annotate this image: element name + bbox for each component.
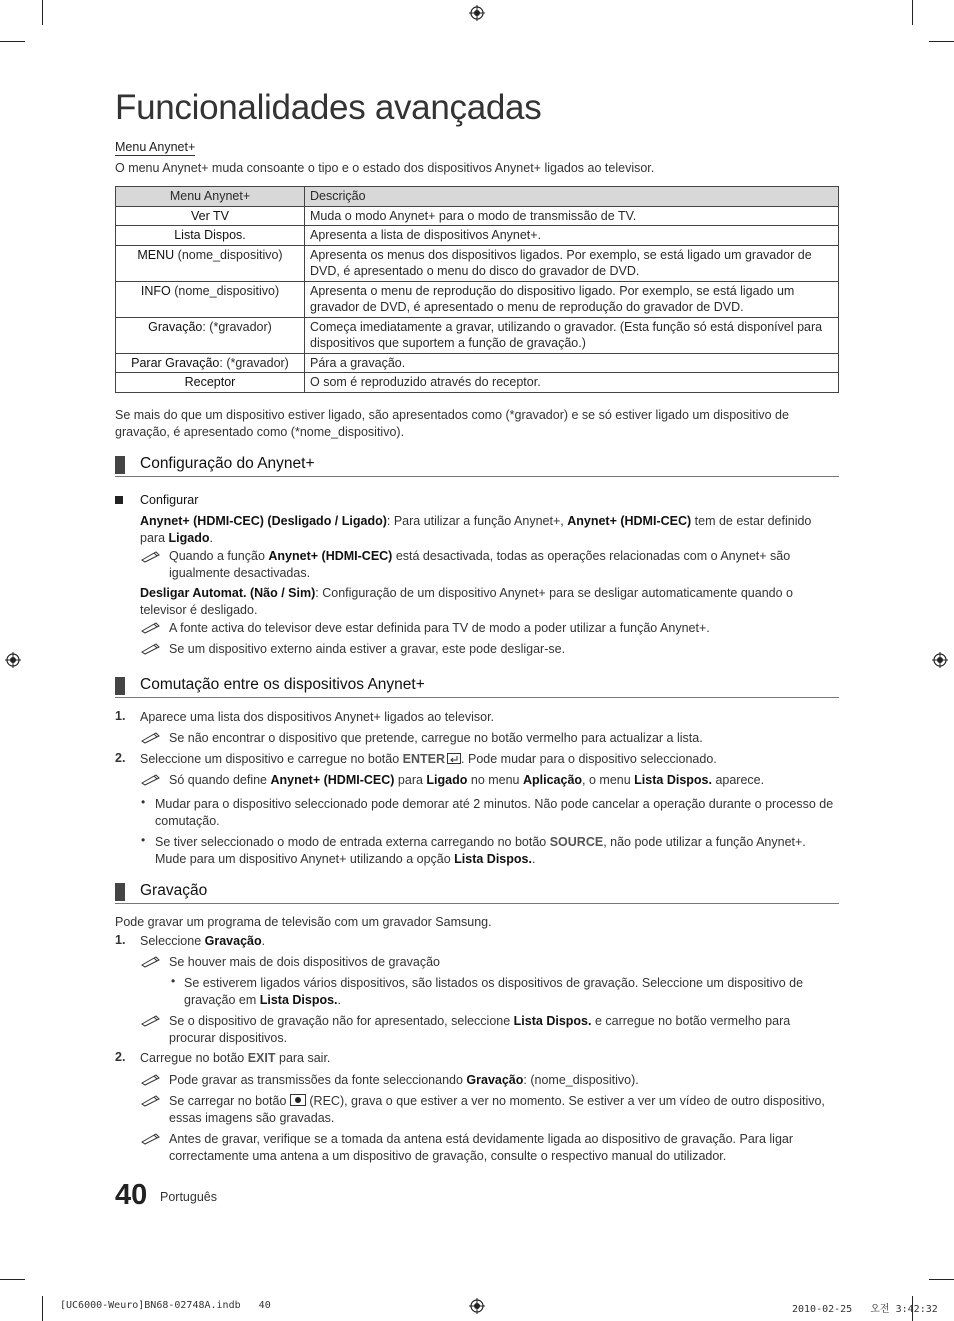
note-pencil-icon bbox=[140, 1072, 162, 1086]
enter-icon bbox=[447, 753, 461, 764]
text-run: : Configuração de um dispositivo Anynet+ para se desligar automaticamente quando o televisor é desligado. bbox=[140, 586, 793, 617]
text-run: . bbox=[209, 531, 213, 545]
text-run: Se o dispositivo de gravação não for apresentado, seleccione bbox=[169, 1014, 514, 1028]
text-run: tem de estar definido para bbox=[140, 514, 812, 545]
crop-mark bbox=[0, 1279, 25, 1280]
text-run: Só quando define bbox=[169, 773, 271, 787]
config-item-label: Configurar bbox=[140, 493, 199, 507]
table-cell-description: Pára a gravação. bbox=[305, 353, 839, 373]
table-row bbox=[116, 373, 839, 393]
intro-text: O menu Anynet+ muda consoante o tipo e o estado dos dispositivos Anynet+ ligados ao televisor. bbox=[115, 161, 655, 175]
table-footnote: Se mais do que um dispositivo estiver ligado, são apresentados como (*gravador) e se só estiver ligado um dispositivo de gravação, é apresentado como (*nome_dispositivo). bbox=[115, 408, 789, 439]
print-file-label: [UC6000-Weuro]BN68-02748A.indb 40 bbox=[60, 1300, 271, 1311]
text-run: para bbox=[394, 773, 427, 787]
heading-bar bbox=[115, 456, 125, 474]
section-subtitle: Menu Anynet+ bbox=[115, 140, 196, 154]
table-row bbox=[116, 353, 839, 373]
menu-item-param: (nome_dispositivo) bbox=[174, 247, 283, 262]
option-name: Anynet+ (HDMI-CEC) bbox=[268, 549, 393, 563]
menu-item-name: Parar Gravação bbox=[131, 355, 220, 370]
menu-item-name: Lista Dispos. bbox=[174, 228, 246, 242]
option-name: Lista Dispos. bbox=[513, 1014, 592, 1028]
record-step-1 bbox=[140, 933, 839, 950]
text-run: está desactivada, todas as operações relacionadas com o Anynet+ são igualmente desactivadas. bbox=[169, 549, 791, 580]
crop-mark bbox=[42, 0, 43, 25]
text-run: Se tiver seleccionado o modo de entrada externa carregando no botão bbox=[155, 835, 550, 849]
text-run: . bbox=[337, 993, 342, 1007]
heading-text: Configuração do Anynet+ bbox=[140, 455, 315, 472]
crop-mark bbox=[912, 0, 913, 25]
text-run: , o menu bbox=[582, 773, 635, 787]
menu-item-name: Ver TV bbox=[191, 208, 229, 223]
table-cell-description: Apresenta o menu de reprodução do dispositivo ligado. Por exemplo, se está ligado um gravador de DVD, é apresentado o menu de reprodução do gravador de DVD. bbox=[305, 281, 839, 317]
menu-item-name: Receptor bbox=[184, 375, 236, 389]
note-pencil-icon bbox=[140, 1093, 162, 1107]
table-row bbox=[116, 226, 839, 246]
text-run: Quando a função bbox=[169, 549, 269, 563]
step-number: 2. bbox=[115, 1050, 126, 1064]
record-step-2 bbox=[140, 1050, 839, 1067]
option-name: Desligar Automat. (Não / Sim) bbox=[140, 586, 316, 600]
config-note-3: Se um dispositivo externo ainda estiver a gravar, este pode desligar-se. bbox=[169, 642, 566, 656]
note-pencil-icon bbox=[140, 620, 162, 634]
option-value: Ligado bbox=[168, 531, 210, 545]
table-row bbox=[116, 245, 839, 281]
text-run: Se carregar no botão bbox=[169, 1094, 290, 1108]
button-name: ENTER bbox=[402, 752, 446, 766]
text-run: . bbox=[261, 934, 266, 948]
page-number: 40 bbox=[115, 1179, 148, 1211]
switch-step-1: Aparece uma lista dos dispositivos Anynet+ ligados ao televisor. bbox=[140, 710, 495, 724]
text-run: . Pode mudar para o dispositivo seleccionado. bbox=[461, 752, 717, 766]
heading-bar bbox=[115, 883, 125, 901]
table-row bbox=[116, 206, 839, 226]
text-run: Seleccione bbox=[140, 934, 205, 948]
switch-note-1: Se não encontrar o dispositivo que pretende, carregue no botão vermelho para actualizar a lista. bbox=[169, 731, 703, 745]
option-name: Anynet+ (HDMI-CEC) (Desligado / Ligado) bbox=[140, 514, 387, 528]
note-pencil-icon bbox=[140, 1131, 162, 1145]
record-note-5: Antes de gravar, verifique se a tomada da antena está devidamente ligada ao dispositivo de gravação. Para ligar correctamente uma antena a um dispositivo de gravação, consulte o respectivo manual do utilizador. bbox=[169, 1132, 794, 1163]
menu-item-name: INFO bbox=[140, 283, 171, 298]
menu-name: Aplicação bbox=[522, 773, 583, 787]
language-label: Português bbox=[160, 1190, 217, 1204]
section-heading-record bbox=[115, 881, 839, 904]
note-pencil-icon bbox=[140, 641, 162, 655]
config-note-2: A fonte activa do televisor deve estar definida para TV de modo a poder utilizar a função Anynet+. bbox=[169, 621, 710, 635]
crop-mark bbox=[42, 1296, 43, 1321]
table-cell-menu bbox=[116, 206, 305, 226]
crop-mark bbox=[0, 41, 25, 42]
option-value: Ligado bbox=[426, 773, 468, 787]
step-number: 1. bbox=[115, 709, 126, 723]
text-run: e carregue no botão vermelho para procurar dispositivos. bbox=[169, 1014, 791, 1045]
text-run: , não pode utilizar a função Anynet+. Mude para um dispositivo Anynet+ utilizando a opção bbox=[155, 835, 806, 866]
registration-mark-icon bbox=[932, 652, 948, 668]
option-name: Gravação bbox=[204, 934, 262, 948]
config-paragraph-1 bbox=[140, 513, 839, 547]
menu-item-param: : (*gravador) bbox=[202, 319, 272, 334]
option-name: Lista Dispos. bbox=[454, 852, 532, 866]
record-note-4 bbox=[169, 1093, 839, 1127]
switch-bullet-2 bbox=[155, 834, 839, 868]
rec-button-icon bbox=[290, 1094, 306, 1106]
bullet-icon: • bbox=[141, 795, 146, 809]
table-cell-menu bbox=[116, 317, 305, 353]
table-cell-menu bbox=[116, 281, 305, 317]
anynet-menu-table bbox=[115, 186, 839, 393]
print-date-label: 2010-02-25 오전 3:42:32 bbox=[792, 1304, 938, 1315]
crop-mark bbox=[929, 1279, 954, 1280]
note-pencil-icon bbox=[140, 772, 162, 786]
text-run: (REC), grava o que estiver a ver no momento. Se estiver a ver um vídeo de outro dispositivo, essas imagens são gravadas. bbox=[169, 1094, 825, 1125]
text-run: Seleccione um dispositivo e carregue no botão bbox=[140, 752, 403, 766]
menu-item-param: (nome_dispositivo) bbox=[170, 283, 280, 298]
text-run: Se estiverem ligados vários dispositivos, são listados os dispositivos de gravação. Seleccione um dispositivo de gravação em bbox=[184, 976, 804, 1007]
table-row bbox=[116, 317, 839, 353]
section-heading-config bbox=[115, 454, 839, 477]
text-run: Carregue no botão bbox=[140, 1051, 248, 1065]
switch-step-2 bbox=[140, 751, 839, 768]
record-note-3 bbox=[169, 1072, 839, 1089]
option-name: Anynet+ (HDMI-CEC) bbox=[567, 514, 692, 528]
table-row bbox=[116, 281, 839, 317]
heading-text: Comutação entre os dispositivos Anynet+ bbox=[140, 676, 425, 693]
button-name: SOURCE bbox=[549, 835, 604, 849]
registration-mark-icon bbox=[469, 1298, 485, 1314]
note-pencil-icon bbox=[140, 549, 162, 563]
heading-text: Gravação bbox=[140, 882, 208, 899]
step-number: 2. bbox=[115, 751, 126, 765]
crop-mark bbox=[929, 41, 954, 42]
menu-item-name: Gravação bbox=[148, 319, 203, 334]
table-cell-description: Começa imediatamente a gravar, utilizando o gravador. (Esta função só está disponível para dispositivos que suportem a função de gravação.) bbox=[305, 317, 839, 353]
note-pencil-icon bbox=[140, 954, 162, 968]
bullet-icon: • bbox=[141, 833, 146, 847]
table-header-menu: Menu Anynet+ bbox=[116, 187, 305, 207]
option-name: Gravação bbox=[466, 1073, 524, 1087]
option-name: Lista Dispos. bbox=[259, 993, 338, 1007]
config-note-1 bbox=[169, 548, 839, 582]
text-run: aparece. bbox=[711, 773, 765, 787]
square-bullet-icon bbox=[115, 496, 123, 504]
text-run: no menu bbox=[467, 773, 523, 787]
registration-mark-icon bbox=[5, 652, 21, 668]
menu-name: Lista Dispos. bbox=[634, 773, 712, 787]
button-name: EXIT bbox=[247, 1051, 276, 1065]
option-name: Anynet+ (HDMI-CEC) bbox=[270, 773, 395, 787]
note-pencil-icon bbox=[140, 1013, 162, 1027]
menu-item-param: : (*gravador) bbox=[219, 355, 289, 370]
menu-item-name: MENU bbox=[137, 247, 175, 262]
page-title: Funcionalidades avançadas bbox=[115, 88, 542, 127]
text-run: Pode gravar as transmissões da fonte seleccionando bbox=[169, 1073, 467, 1087]
registration-mark-icon bbox=[469, 5, 485, 21]
text-run: . bbox=[531, 852, 536, 866]
table-cell-description: Muda o modo Anynet+ para o modo de transmissão de TV. bbox=[305, 206, 839, 226]
text-run: : Para utilizar a função Anynet+, bbox=[386, 514, 568, 528]
text-run: : (nome_dispositivo). bbox=[523, 1073, 639, 1087]
table-cell-menu bbox=[116, 353, 305, 373]
note-pencil-icon bbox=[140, 730, 162, 744]
text-run: para sair. bbox=[275, 1051, 331, 1065]
table-cell-description: O som é reproduzido através do receptor. bbox=[305, 373, 839, 393]
record-bullet-1 bbox=[184, 975, 839, 1009]
switch-note-2 bbox=[169, 772, 839, 789]
bullet-icon: • bbox=[171, 974, 176, 988]
switch-bullet-1: Mudar para o dispositivo seleccionado pode demorar até 2 minutos. Não pode cancelar a operação durante o processo de comutação. bbox=[155, 797, 834, 828]
record-note-2 bbox=[169, 1013, 839, 1047]
table-cell-menu bbox=[116, 373, 305, 393]
table-cell-menu bbox=[116, 226, 305, 246]
step-number: 1. bbox=[115, 933, 126, 947]
table-cell-description: Apresenta a lista de dispositivos Anynet+. bbox=[305, 226, 839, 246]
record-note-1: Se houver mais de dois dispositivos de gravação bbox=[169, 955, 440, 969]
table-cell-description: Apresenta os menus dos dispositivos ligados. Por exemplo, se está ligado um gravador de DVD, é apresentado o menu do disco do gravador de DVD. bbox=[305, 245, 839, 281]
table-header-description: Descrição bbox=[305, 187, 839, 207]
heading-bar bbox=[115, 677, 125, 695]
record-intro: Pode gravar um programa de televisão com um gravador Samsung. bbox=[115, 915, 492, 929]
table-header-row bbox=[116, 187, 839, 207]
section-heading-switch bbox=[115, 675, 839, 698]
config-paragraph-2 bbox=[140, 585, 839, 619]
table-cell-menu bbox=[116, 245, 305, 281]
